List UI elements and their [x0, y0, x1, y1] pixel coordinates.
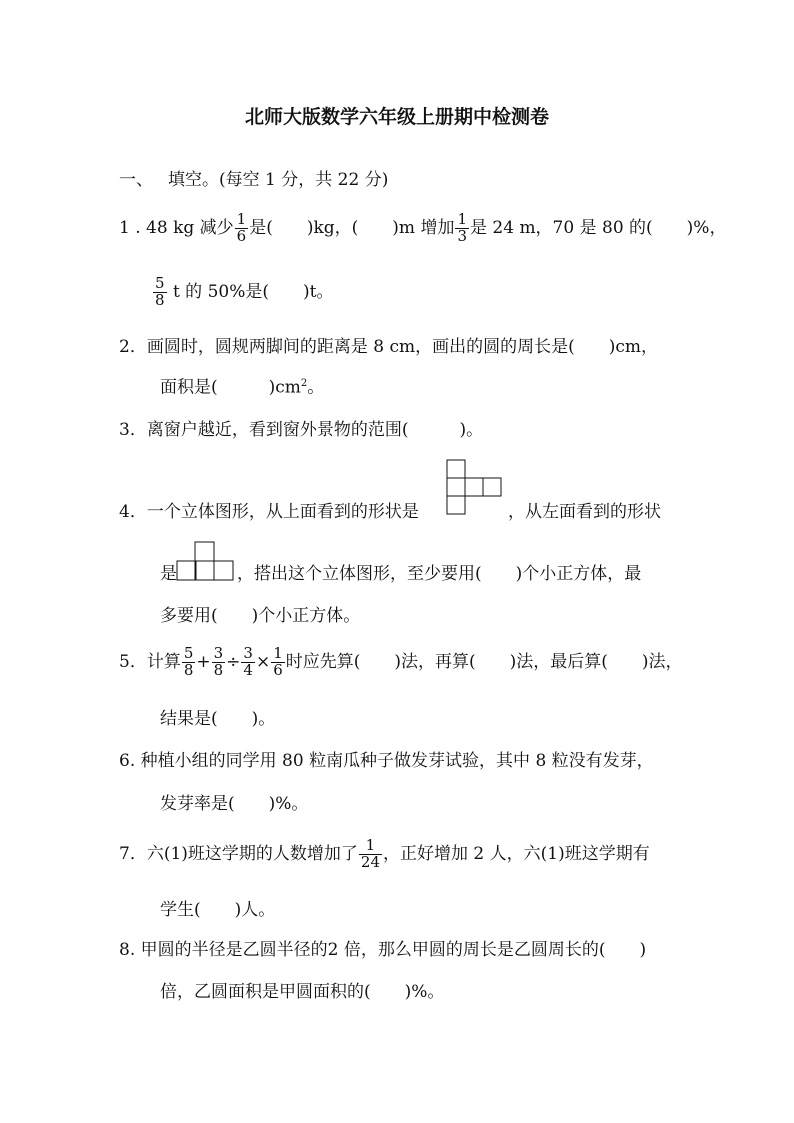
- q2-area-text: 面积是( )cm: [160, 377, 301, 398]
- question-1-line-2: [152, 276, 333, 309]
- section-number: 一、: [119, 170, 153, 190]
- question-5-line-2: 结果是( )。: [160, 709, 276, 729]
- denominator: 24: [360, 852, 380, 871]
- q5-prefix: 5．计算: [119, 651, 181, 672]
- fraction-5-8: [153, 276, 167, 309]
- fraction-1-24: [359, 838, 382, 871]
- multiply-operator: ×: [255, 651, 271, 672]
- question-6-line-2: 发芽率是( )%。: [160, 794, 309, 814]
- question-8-line-1: 8. 甲圆的半径是乙圆半径的2 倍，那么甲圆的周长是乙圆周长的( ): [119, 940, 647, 960]
- denominator: 3: [457, 226, 467, 245]
- divide-operator: ÷: [226, 651, 241, 672]
- question-4-line-3: 多要用( )个小正方体。: [160, 606, 361, 626]
- question-4-line-2a: 是: [160, 564, 177, 584]
- fraction-5-8: [182, 646, 196, 679]
- q1-text-a: 1 . 48 kg 减少: [119, 217, 234, 238]
- question-1-line-1: [119, 212, 726, 245]
- left-view-shape-diagram: [176, 541, 238, 583]
- fraction-3-4: [241, 646, 255, 679]
- question-4-line-1b: ，从左面看到的形状: [508, 502, 661, 522]
- question-2-line-2: [160, 379, 324, 397]
- page-title: 北师大版数学六年级上册期中检测卷: [244, 106, 549, 128]
- superscript-2: 2: [300, 378, 308, 389]
- question-4-line-2b: ，搭出这个立体图形，至少要用( )个小正方体，最: [237, 564, 642, 584]
- numerator: 1: [457, 210, 467, 228]
- numerator: 1: [236, 210, 247, 228]
- fraction-1-6: [235, 212, 249, 245]
- fraction-3-8: [212, 646, 226, 679]
- numerator: 1: [359, 838, 382, 855]
- question-7-line-1: [119, 838, 650, 871]
- denominator: 6: [273, 660, 283, 679]
- q5-suffix: 时应先算( )法，再算( )法，最后算( )法，: [285, 651, 683, 672]
- q7-suffix: ，正好增加 2 人，六(1)班这学期有: [383, 843, 650, 864]
- fraction-1-3: [455, 212, 469, 245]
- plus-operator: +: [196, 651, 211, 672]
- q1-line2-text: t 的 50%是( )t。: [167, 281, 334, 302]
- q1-text-c: 是 24 m，70 是 80 的( )%，: [470, 217, 727, 238]
- question-6-line-1: 6. 种植小组的同学用 80 粒南瓜种子做发芽试验，其中 8 粒没有发芽，: [119, 751, 654, 771]
- numerator: 5: [183, 644, 194, 662]
- denominator: 4: [243, 660, 253, 679]
- fraction-1-6: [271, 646, 285, 679]
- question-4-line-1a: 4．一个立体图形，从上面看到的形状是: [119, 502, 419, 522]
- section-heading: 填空。(每空 1 分，共 22 分): [168, 170, 389, 190]
- numerator: 1: [273, 644, 283, 662]
- question-7-line-2: 学生( )人。: [160, 900, 276, 920]
- q2-period: 。: [307, 377, 325, 398]
- denominator: 8: [213, 660, 224, 679]
- numerator: 3: [243, 644, 253, 662]
- q7-prefix: 7．六(1)班这学期的人数增加了: [119, 843, 358, 864]
- question-5-line-1: [119, 646, 683, 679]
- question-3: 3．离窗户越近，看到窗外景物的范围( )。: [119, 420, 484, 440]
- denominator: 6: [236, 226, 247, 245]
- numerator: 5: [155, 274, 165, 292]
- denominator: 8: [183, 660, 194, 679]
- q1-text-b: 是( )kg，( )m 增加: [249, 217, 455, 238]
- question-2-line-1: 2．画圆时，圆规两脚间的距离是 8 cm，画出的圆的周长是( )cm，: [119, 337, 658, 357]
- question-8-line-2: 倍，乙圆面积是甲圆面积的( )%。: [160, 982, 445, 1002]
- denominator: 8: [155, 290, 165, 309]
- numerator: 3: [213, 644, 224, 662]
- top-view-shape-diagram: [446, 459, 506, 519]
